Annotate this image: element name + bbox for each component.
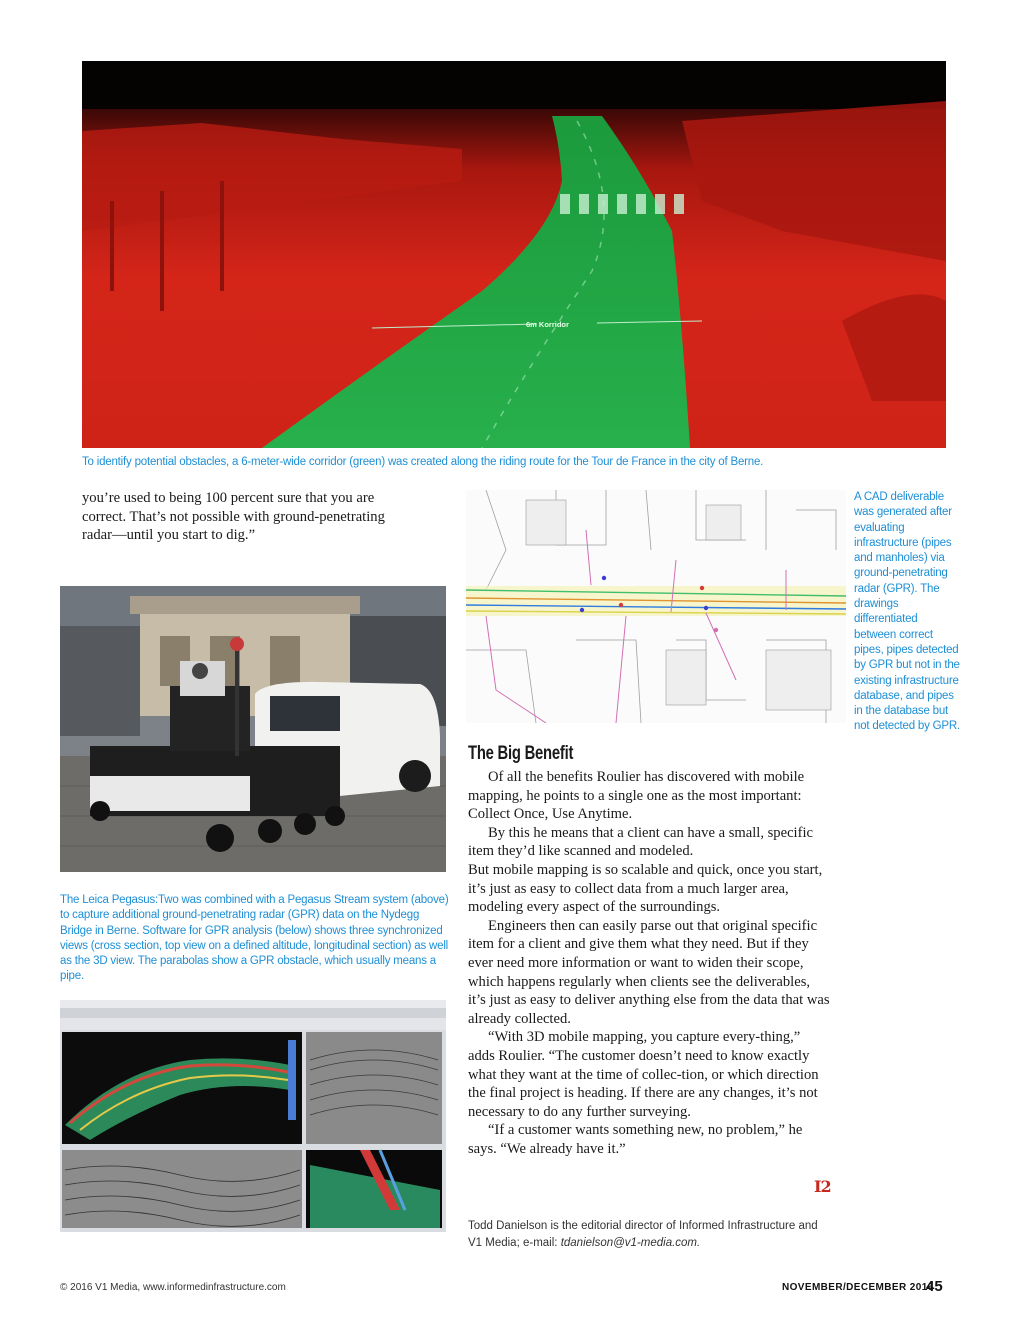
article-paragraph: “With 3D mobile mapping, you capture every-thing,” adds Roulier. “The customer doesn’t need to know exactly what they want at the time of collec-tion, or which direction the final project is heading. If there are any changes, it’s not necessary to do any further surveying. [468,1029,819,1120]
quote-line: you’re used to being 100 percent sure that you are [82,490,375,506]
corridor-label: 6m Korridor [526,320,569,329]
point-cloud-image [82,61,946,448]
article-paragraph: Engineers then can easily parse out that original specific item for a client and give them what they need. But if they ever need more information or want to widen their scope, which happens regularly when clients see the deliverables, it’s just as easy to deliver anything else from the data that was already collected. [468,917,830,1027]
gpr-software-screenshot [60,1000,446,1232]
author-bio [468,1218,830,1252]
end-mark: I2 [814,1177,831,1196]
author-bio-text: Todd Danielson is the editorial director of Informed Infrastructure and V1 Media; e-mail: [468,1220,818,1249]
cad-drawing-image [466,490,846,723]
author-email: tdanielson@v1-media.com. [560,1237,701,1249]
footer-copyright: © 2016 V1 Media, www.informedinfrastructure.com [60,1282,286,1293]
article-paragraph: By this he means that a client can have a small, specific item they’d like scanned and modeled. [468,824,814,860]
article-body [468,768,830,1158]
article-paragraph: But mobile mapping is so scalable and quick, once you start, it’s just as easy to collect data from a much larger area, modeling every aspect of the surroundings. [468,861,823,916]
vehicle-photo [60,586,446,872]
section-heading: The Big Benefit [468,743,574,764]
footer-issue: NOVEMBER/DECEMBER 2016 [782,1282,934,1293]
hero-caption: To identify potential obstacles, a 6-meter-wide corridor (green) was created along the riding route for the Tour de France in the city of Berne. [82,456,764,468]
vehicle-caption: The Leica Pegasus:Two was combined with a Pegasus Stream system (above) to capture additional ground-penetrating radar (GPR) data on the Nydegg Bridge in Berne. Software for GPR analysis (below) shows three synchronized views (cross section, top view on a defined altitude, longitudinal section) as well as the 3D view. The parabolas show a GPR obstacle, which usually means a pipe. [60,894,449,983]
article-paragraph: “If a customer wants something new, no problem,” he says. “We already have it.” [468,1122,803,1157]
quote-continuation [82,489,442,545]
quote-line: radar—until you start to dig.” [82,527,256,544]
article-paragraph: Of all the benefits Roulier has discovered with mobile mapping, he points to a single one as the most important: Collect Once, Use Anytime. [468,769,805,823]
quote-line: correct. That’s not possible with ground-penetrating [82,508,385,525]
cad-caption: A CAD deliverable was generated after evaluating infrastructure (pipes and manholes) via ground-penetrating radar (GPR). The drawings differentiated between correct pipes, pipes detected by GPR but not in the existing infrastructure database, and pipes in the database but not detected by GPR. [854,491,960,733]
page-number: 45 [926,1278,943,1295]
